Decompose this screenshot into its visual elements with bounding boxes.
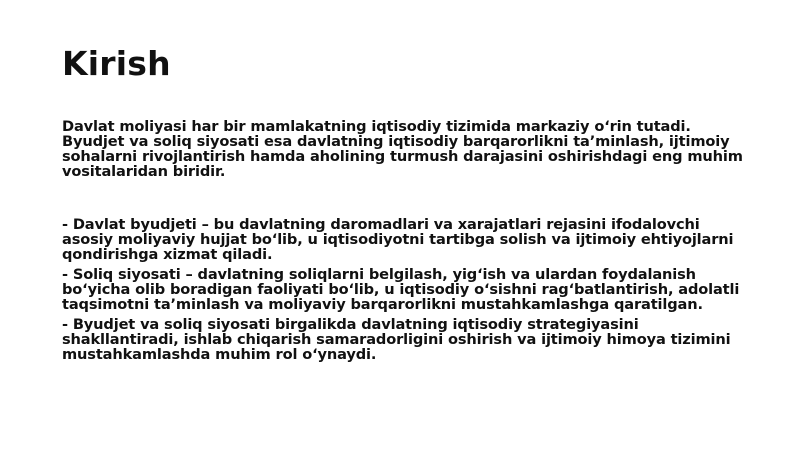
- bullet-item-budget: - Davlat byudjeti – bu davlatning daromadlari va xarajatlari rejasini ifodalovchi asosiy moliyaviy hujjat boʻlib, u iqtisodiyotni tartibga solish va ijtimoiy ehtiyojlarni qondirishga xizmat qiladi.: [62, 216, 734, 263]
- intro-paragraph: Davlat moliyasi har bir mamlakatning iqtisodiy tizimida markaziy oʻrin tutadi. Byudjet va soliq siyosati esa davlatning iqtisodiy barqarorlikni taʼminlash, ijtimoiy sohalarni rivojlantirish hamda aholining turmush darajasini oshirishdagi eng muhim vositalaridan biridir.: [62, 118, 743, 180]
- bullet-item-combined: - Byudjet va soliq siyosati birgalikda davlatning iqtisodiy strategiyasini shakllantiradi, ishlab chiqarish samaradorligini oshirish va ijtimoiy himoya tizimini mustahkamlashda muhim rol oʻynaydi.: [62, 316, 731, 363]
- slide-body: [62, 119, 752, 367]
- bullet-item-tax-policy: - Soliq siyosati – davlatning soliqlarni belgilash, yigʻish va ulardan foydalanish boʻyicha olib boradigan faoliyati boʻlib, u iqtisodiy oʻsishni ragʻbatlantirish, adolatli taqsimotni taʼminlash va moliyaviy barqarorlikni mustahkamlashga qaratilgan.: [62, 266, 740, 313]
- slide-title: Kirish: [62, 44, 171, 83]
